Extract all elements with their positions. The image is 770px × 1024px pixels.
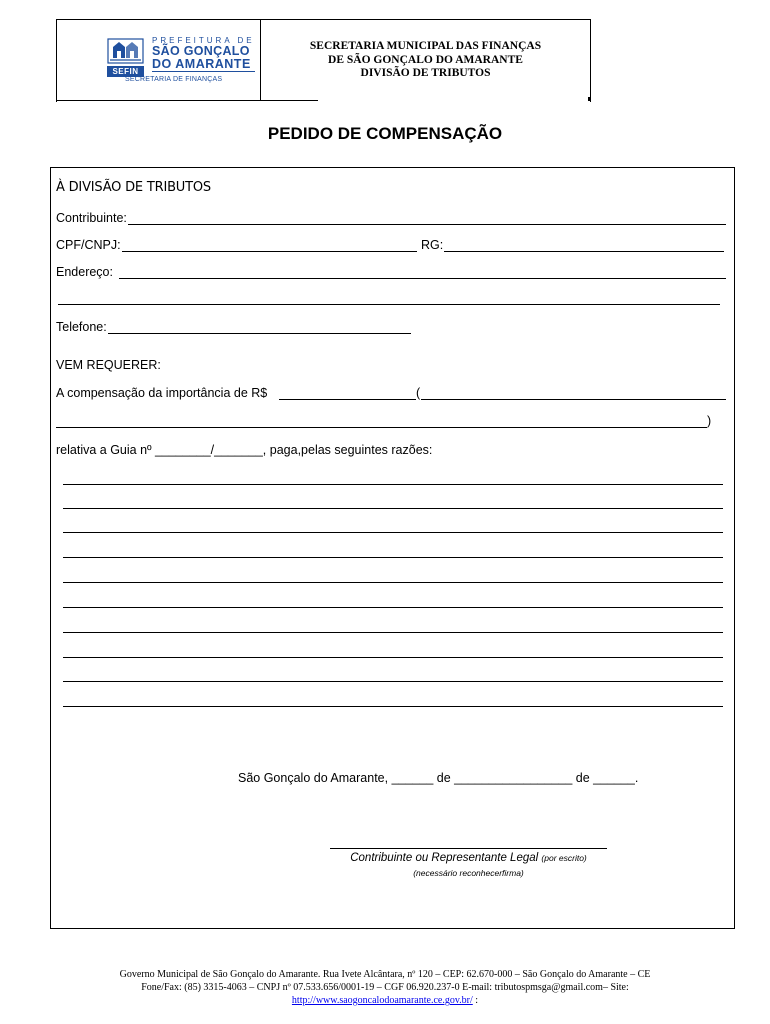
guia-text: relativa a Guia nº ________/_______, paga,pelas seguintes razões:	[56, 443, 433, 457]
valor-field[interactable]	[279, 399, 416, 400]
reason-line[interactable]	[63, 706, 723, 707]
endereco-label: Endereço:	[56, 265, 113, 279]
dept-line-2: DE SÃO GONÇALO DO AMARANTE	[328, 53, 523, 66]
telefone-field[interactable]	[108, 333, 411, 334]
signature-label: Contribuinte ou Representante Legal	[350, 852, 539, 864]
signature-line[interactable]	[330, 848, 607, 849]
footer-site-link[interactable]: http://www.saogoncalodoamarante.ce.gov.br/	[291, 995, 473, 1006]
dept-line-1: SECRETARIA MUNICIPAL DAS FINANÇAS	[309, 40, 542, 52]
signature-label-row	[330, 852, 607, 864]
reason-line[interactable]	[63, 657, 723, 658]
reason-line[interactable]	[63, 508, 723, 509]
footer-line-2: Fone/Fax: (85) 3315-4063 – CNPJ nº 07.533.656/0001-19 – CGF 06.920.237-0 E-mail: tributospmsga@gmail.com– Site:	[141, 982, 629, 993]
addressee-label: À DIVISÃO DE TRIBUTOS	[56, 180, 211, 195]
vem-requerer-label: VEM REQUERER:	[56, 358, 161, 372]
city-emblem-icon	[107, 38, 144, 64]
reason-line[interactable]	[63, 532, 723, 533]
footer	[40, 968, 730, 1007]
sefin-badge: SEFIN	[107, 66, 144, 77]
valor-extenso-field[interactable]	[421, 399, 726, 400]
cpf-cnpj-label: CPF/CNPJ:	[56, 238, 121, 252]
rg-label: RG:	[421, 238, 444, 252]
logo-text-line2: SÃO GONÇALO	[152, 44, 250, 58]
telefone-label: Telefone:	[56, 320, 107, 334]
contribuinte-label: Contribuinte:	[56, 211, 127, 225]
reason-line[interactable]	[63, 632, 723, 633]
logo-subtitle: SECRETARIA DE FINANÇAS	[125, 76, 223, 83]
paren-close: )	[707, 414, 712, 428]
reason-line[interactable]	[63, 484, 723, 485]
compensacao-label: A compensação da importância de R$	[56, 386, 268, 400]
date-line: São Gonçalo do Amarante, ______ de _________________ de ______.	[238, 771, 639, 785]
valor-extenso-field-line2[interactable]	[56, 427, 707, 428]
logo-rule	[152, 71, 255, 72]
header-bottom-rule	[56, 100, 318, 101]
footer-link-suffix: :	[472, 995, 479, 1006]
endereco-field-line2[interactable]	[58, 304, 720, 305]
footer-line-3	[40, 994, 730, 1007]
page-title: PEDIDO DE COMPENSAÇÃO	[267, 124, 503, 143]
logo-text-line1: PREFEITURA DE	[152, 36, 255, 45]
rg-field[interactable]	[444, 251, 724, 252]
contribuinte-field[interactable]	[128, 224, 726, 225]
footer-line-1: Governo Municipal de São Gonçalo do Amarante. Rua Ivete Alcântara, nº 120 – CEP: 62.670-000 – São Gonçalo do Amarante – CE	[119, 969, 651, 980]
reason-line[interactable]	[63, 557, 723, 558]
cpf-cnpj-field[interactable]	[122, 251, 417, 252]
header-divider	[260, 19, 261, 101]
endereco-field[interactable]	[119, 278, 726, 279]
signature-note: (necessário reconhecerfirma)	[413, 868, 524, 878]
logo-text-line3: DO AMARANTE	[152, 57, 251, 71]
dept-line-3: DIVISÃO DE TRIBUTOS	[360, 67, 491, 79]
paren-open: (	[416, 386, 421, 400]
signature-note-inline: (por escrito)	[541, 853, 587, 863]
form-box	[50, 167, 735, 929]
reason-line[interactable]	[63, 607, 723, 608]
municipal-logo	[107, 36, 257, 86]
header-tick-mark	[588, 97, 590, 101]
reason-line[interactable]	[63, 681, 723, 682]
reason-line[interactable]	[63, 582, 723, 583]
department-heading	[262, 40, 589, 81]
